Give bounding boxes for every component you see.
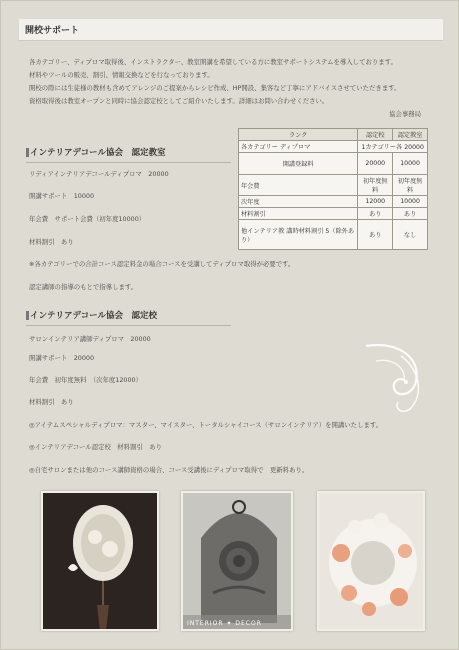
plaster-ornament-photo	[41, 491, 159, 631]
section-divider	[26, 325, 231, 326]
table-row	[239, 153, 428, 175]
table-cell: 他インテリア教 講時材料割引 5（除外あり）	[239, 220, 358, 250]
intro-signature: 協会事務局	[389, 110, 421, 118]
note-line: ◎アイテムスペシャルディプロマ：マスター、マイスター、トータルシャイコース（サロンインテリア）を開講いたします。	[29, 421, 383, 429]
table-header: 認定教室	[393, 129, 428, 141]
note-line: ※各カテゴリーでの合計コース認定料金の場合コースを受講してディプロマ取得が必要です。	[29, 260, 295, 268]
table-cell: 材料割引	[239, 208, 358, 220]
table-header: 認定校	[358, 129, 393, 141]
plaster-ornament-illustration	[43, 493, 159, 631]
intro-line: 材料やツールの販売、割引、情報交換などを行なっております。	[29, 71, 214, 79]
intro-line: 資格取得後は教室オープンと同時に協会認定校としてご紹介いたします。詳細はお問い合わせください。	[29, 97, 329, 105]
table-cell: 開講登録料	[239, 153, 358, 175]
decorative-swirl-icon	[356, 336, 431, 416]
table-cell: 20000	[358, 153, 393, 175]
page-title: 開校サポート	[25, 26, 80, 36]
intro-line: 開校の際には生徒様の教材も含めてアレンジのご提案からレシピ作成、HP開設、集客など丁寧にアドバイスさせていただきます。	[29, 84, 401, 92]
table-row	[239, 196, 428, 208]
table-header-row	[239, 129, 428, 141]
list-item: リディアインテリアデコールディプロマ 20000	[29, 170, 169, 178]
rose-plaque-photo	[181, 491, 293, 631]
table-cell: 10000	[393, 153, 428, 175]
table-cell: あり	[358, 208, 393, 220]
header-bar	[19, 19, 443, 41]
section-title-certified-school: インテリアデコール協会 認定校	[26, 308, 226, 322]
table-cell: 初年度無料	[393, 175, 428, 196]
list-item: 材料割引 あり	[29, 398, 74, 406]
table-cell: なし	[393, 220, 428, 250]
list-item: サロンインテリア講師ディプロマ 20000	[29, 335, 151, 343]
table-cell: 各カテゴリー ディプロマ	[239, 141, 358, 153]
rose-plaque-illustration	[183, 493, 293, 631]
section-divider	[26, 162, 231, 163]
intro-line: 各カテゴリー、ディプロマ取得後、インストラクター、教室開講を希望している方に教室サポートシステムを導入しております。	[29, 58, 397, 66]
section-title-certified-class: インテリアデコール協会 認定教室	[26, 145, 226, 159]
table-row	[239, 220, 428, 250]
table-row	[239, 208, 428, 220]
table-row	[239, 175, 428, 196]
table-cell: あり	[393, 208, 428, 220]
photo-caption: INTERIOR ✦ DECOR	[187, 620, 262, 627]
table-cell: 12000	[358, 196, 393, 208]
flower-wreath-photo	[317, 491, 425, 631]
table-cell: 年会費	[239, 175, 358, 196]
list-item: 年会費 サポート会費（初年度10000）	[29, 215, 146, 223]
table-cell: 次年度	[239, 196, 358, 208]
table-cell: 10000	[393, 196, 428, 208]
table-cell: 1カテゴリー各 20000	[358, 141, 428, 153]
list-item: 材料割引 あり	[29, 238, 74, 246]
table-cell: 初年度無料	[358, 175, 393, 196]
list-item: 開講サポート 10000	[29, 192, 95, 200]
note-line: ◎インテリアデコール認定校 材料割引 あり	[29, 443, 163, 451]
list-item: 年会費 初年度無料 （次年度12000）	[29, 376, 142, 384]
table-cell: あり	[358, 220, 393, 250]
intro-text	[29, 56, 421, 121]
table-header: ランク	[239, 129, 358, 141]
note-line: ◎自宅サロンまたは他のコース講師資格の場合、コース受講後にディプロマ取得で 更新料あり。	[29, 466, 309, 474]
flower-wreath-illustration	[319, 493, 425, 631]
fee-table	[238, 128, 428, 250]
table-row	[239, 141, 428, 153]
list-item: 開講サポート 20000	[29, 354, 95, 362]
note-line: 認定講師の指導のもとで指導します。	[29, 283, 138, 291]
